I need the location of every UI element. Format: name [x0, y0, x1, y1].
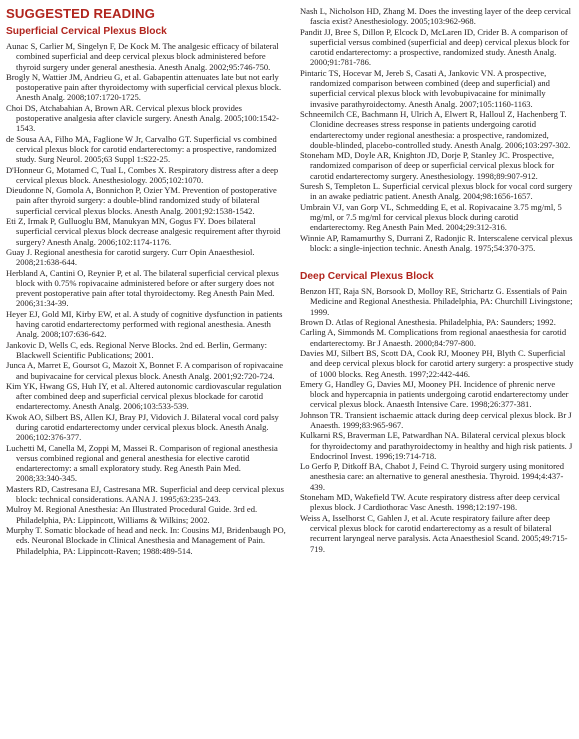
reference-entry: Masters RD, Castresana EJ, Castresana MR. Superficial and deep cervical plexus block: technical considerations. AANA J. 1995;63:235-243.	[6, 483, 284, 505]
reference-entry: Umbrain VJ, van Gorp VL, Schmedding E, et al. Ropivacaine 3.75 mg/ml, 5 mg/ml, or 7.5 mg/ml for cervical plexus block during carotid endarterectomy. Reg Anesth Pain Med. 2004;29:312-316.	[300, 201, 562, 233]
reference-entry: Jankovic D, Wells C, eds. Regional Nerve Blocks. 2nd ed. Berlin, Germany: Blackwell Scientific Publications; 2001.	[6, 339, 267, 360]
reference-list-deep	[300, 286, 575, 554]
reference-entry: Brown D. Atlas of Regional Anesthesia. Philadelphia, PA: Saunders; 1992.	[300, 317, 556, 328]
reference-entry: de Sousa AA, Filho MA, Faglione W Jr, Carvalho GT. Superficial vs combined cervical plexus block for carotid endarterectomy: a prospective, randomized study. Surg Neurol. 2005;63 Suppl 1:S22-25.	[6, 133, 277, 165]
reference-entry: Johnson TR. Transient ischaemic attack during deep cervical plexus block. Br J Anaesth. 1999;83:965-967.	[300, 409, 572, 430]
reference-entry: Heyer EJ, Gold MI, Kirby EW, et al. A study of cognitive dysfunction in patients having carotid endarterectomy performed with regional anesthesia. Anesth Analg. 2008;107:636-642.	[6, 308, 283, 340]
reference-list-superficial	[6, 41, 286, 556]
reference-entry: Guay J. Regional anesthesia for carotid surgery. Curr Opin Anaesthesiol. 2008;21:638-644.	[6, 246, 255, 268]
reference-entry: Eti Z, Irmak P, Gulluoglu BM, Manukyan MN, Gogus FY. Does bilateral superficial cervical plexus block decrease analgesic requirement after thyroid surgery? Anesth Analg. 2006;102:1174-1176.	[6, 216, 281, 247]
reference-entry: Pandit JJ, Bree S, Dillon P, Elcock D, McLaren ID, Crider B. A comparison of superficial versus combined (superficial and deep) cervical plexus block for carotid endarterectomy: a prospective, randomized study. Anesth Analg. 2000;91:781-786.	[300, 26, 570, 68]
reference-entry: Schneemilch CE, Bachmann H, Ulrich A, Elwert R, Halloul Z, Hachenberg T. Clonidine decreases stress response in patients undergoing carotid endarterectomy under regional anesthesia: a prospective, randomized, double-blinded, placebo-controlled study. Anesth Analg. 2006;103:297-302.	[300, 108, 571, 150]
reference-entry: Choi DS, Atchabahian A, Brown AR. Cervical plexus block provides postoperative analgesia after clavicle surgery. Anesth Analg. 2005;100:1542-1543.	[6, 102, 279, 134]
reference-entry: Pintaric TS, Hocevar M, Jereb S, Casati A, Jankovic VN. A prospective, randomized comparison between combined (deep and superficial) and superficial cervical plexus block with levobupivacaine for minimally invasive parathyroidectomy. Anesth Analg. 2007;105:1160-1163.	[300, 67, 550, 109]
reference-entry: Kim YK, Hwang GS, Huh IY, et al. Altered autonomic cardiovascular regulation after combined deep and superficial cervical plexus blockade for carotid endarterectomy. Anesth Analg. 2006;103:533-539.	[6, 380, 282, 412]
page-title: SUGGESTED READING	[6, 6, 155, 21]
reference-entry: Stoneham MD, Doyle AR, Knighton JD, Dorje P, Stanley JC. Prospective, randomized comparison of deep or superficial cervical plexus block for carotid endarterectomy surgery. Anesthesiology. 1998;89:907-912.	[300, 150, 555, 181]
reference-entry: Stoneham MD, Wakefield TW. Acute respiratory distress after deep cervical plexus block. J Cardiothorac Vasc Anesth. 1998;12:197-198.	[300, 492, 560, 513]
reference-entry: Winnie AP, Ramamurthy S, Durrani Z, Radonjic R. Interscalene cervical plexus block: a single-injection technic. Anesth Analg. 1975;54:370-375.	[300, 232, 573, 253]
reference-entry: Junca A, Marret E, Goursot G, Mazoit X, Bonnet F. A comparison of ropivacaine and bupivacaine for cervical plexus block. Anesth Analg. 2001;92:720-724.	[6, 360, 284, 381]
reference-list-superficial-continued	[300, 6, 575, 253]
reference-entry: Kulkarni RS, Braverman LE, Patwardhan NA. Bilateral cervical plexus block for thyroidectomy and parathyroidectomy in healthy and high risk patients. J Endocrinol Invest. 1996;19:714-718.	[300, 430, 573, 461]
right-column	[300, 6, 575, 554]
reference-entry: D'Honneur G, Motamed C, Tual L, Combes X. Respiratory distress after a deep cervical plexus block. Anesthesiology. 2005;102:1070.	[6, 164, 279, 185]
section-heading-deep: Deep Cervical Plexus Block	[300, 271, 434, 283]
reference-entry: Nash L, Nicholson HD, Zhang M. Does the investing layer of the deep cervical fascia exist? Anesthesiology. 2005;103:962-968.	[300, 6, 572, 27]
reference-entry: Davies MJ, Silbert BS, Scott DA, Cook RJ, Mooney PH, Blyth C. Superficial and deep cervical plexus block for carotid artery surgery: a prospective study of 1000 blocks. Reg Anesth. 1997;22:442-446.	[300, 347, 574, 379]
reference-entry: Carling A, Simmonds M. Complications from regional anaesthesia for carotid endarterectomy. Br J Anaesth. 2000;84:797-800.	[300, 327, 567, 348]
reference-entry: Herbland A, Cantini O, Reynier P, et al. The bilateral superficial cervical plexus block with 0.75% ropivacaine administered before or after surgery does not prevent postoperative pain after total thyroidectomy. Reg Anesth Pain Med. 2006;31:34-39.	[6, 267, 279, 309]
reference-entry: Dieudonne N, Gomola A, Bonnichon P, Ozier YM. Prevention of postoperative pain after thyroid surgery: a double-blind randomized study of bilateral superficial cervical plexus blocks. Anesth Analg. 2001;92:1538-1542.	[6, 185, 277, 216]
reference-entry: Emery G, Handley G, Davies MJ, Mooney PH. Incidence of phrenic nerve block and hypercapnia in patients undergoing carotid endarterectomy under cervical plexus block. Anaesth Intensive Care. 1998;26:377-381.	[300, 378, 569, 410]
left-column	[6, 6, 286, 556]
reference-entry: Murphy T. Somatic blockade of head and neck. In: Cousins MJ, Bridenbaugh PO, eds. Neuronal Blockade in Clinical Anesthesia and Management of Pain. Philadelphia, PA: Lippincott-Raven; 1988:489-514.	[6, 524, 286, 556]
section-heading-superficial: Superficial Cervical Plexus Block	[6, 26, 167, 37]
reference-entry: Mulroy M. Regional Anesthesia: An Illustrated Procedural Guide. 3rd ed. Philadelphia, PA: Lippincott, Williams & Wilkins; 2002.	[6, 504, 258, 525]
reference-entry: Brogly N, Wattier JM, Andrieu G, et al. Gabapentin attenuates late but not early postoperative pain after thyroidectomy with superficial cervical plexus block. Anesth Analg. 2008;107:1720-1725.	[6, 71, 282, 103]
reference-entry: Aunac S, Carlier M, Singelyn F, De Kock M. The analgesic efficacy of bilateral combined superficial and deep cervical plexus block administered before thyroid surgery under general anesthesia. Anesth Analg. 2002;95:746-750.	[6, 41, 279, 72]
reference-entry: Luchetti M, Canella M, Zoppi M, Massei R. Comparison of regional anesthesia versus combined regional and general anesthesia for elective carotid endarterectomy: a small exploratory study. Reg Anesth Pain Med. 2008;33:340-345.	[6, 442, 278, 484]
reference-entry: Benzon HT, Raja SN, Borsook D, Molloy RE, Strichartz G. Essentials of Pain Medicine and Regional Anesthesia. Philadelphia, PA: Churchill Livingstone; 1999.	[300, 286, 573, 317]
reference-entry: Suresh S, Templeton L. Superficial cervical plexus block for vocal cord surgery in an awake pediatric patient. Anesth Analg. 2004;98:1656-1657.	[300, 181, 573, 202]
reference-entry: Kwok AO, Silbert BS, Allen KJ, Bray PJ, Vidovich J. Bilateral vocal cord palsy during carotid endarterectomy under cervical plexus block. Anesth Analg. 2006;102:376-377.	[6, 411, 279, 443]
reference-entry: Weiss A, Isselhorst C, Gahlen J, et al. Acute respiratory failure after deep cervical plexus block for carotid endarterectomy as a result of bilateral recurrent laryngeal nerve paralysis. Acta Anaesthesiol Scand. 2005;49:715-719.	[300, 512, 568, 554]
reference-entry: Lo Gerfo P, Ditkoff BA, Chabot J, Feind C. Thyroid surgery using monitored anesthesia care: an alternative to general anesthesia. Thyroid. 1994;4:437-439.	[300, 461, 564, 492]
